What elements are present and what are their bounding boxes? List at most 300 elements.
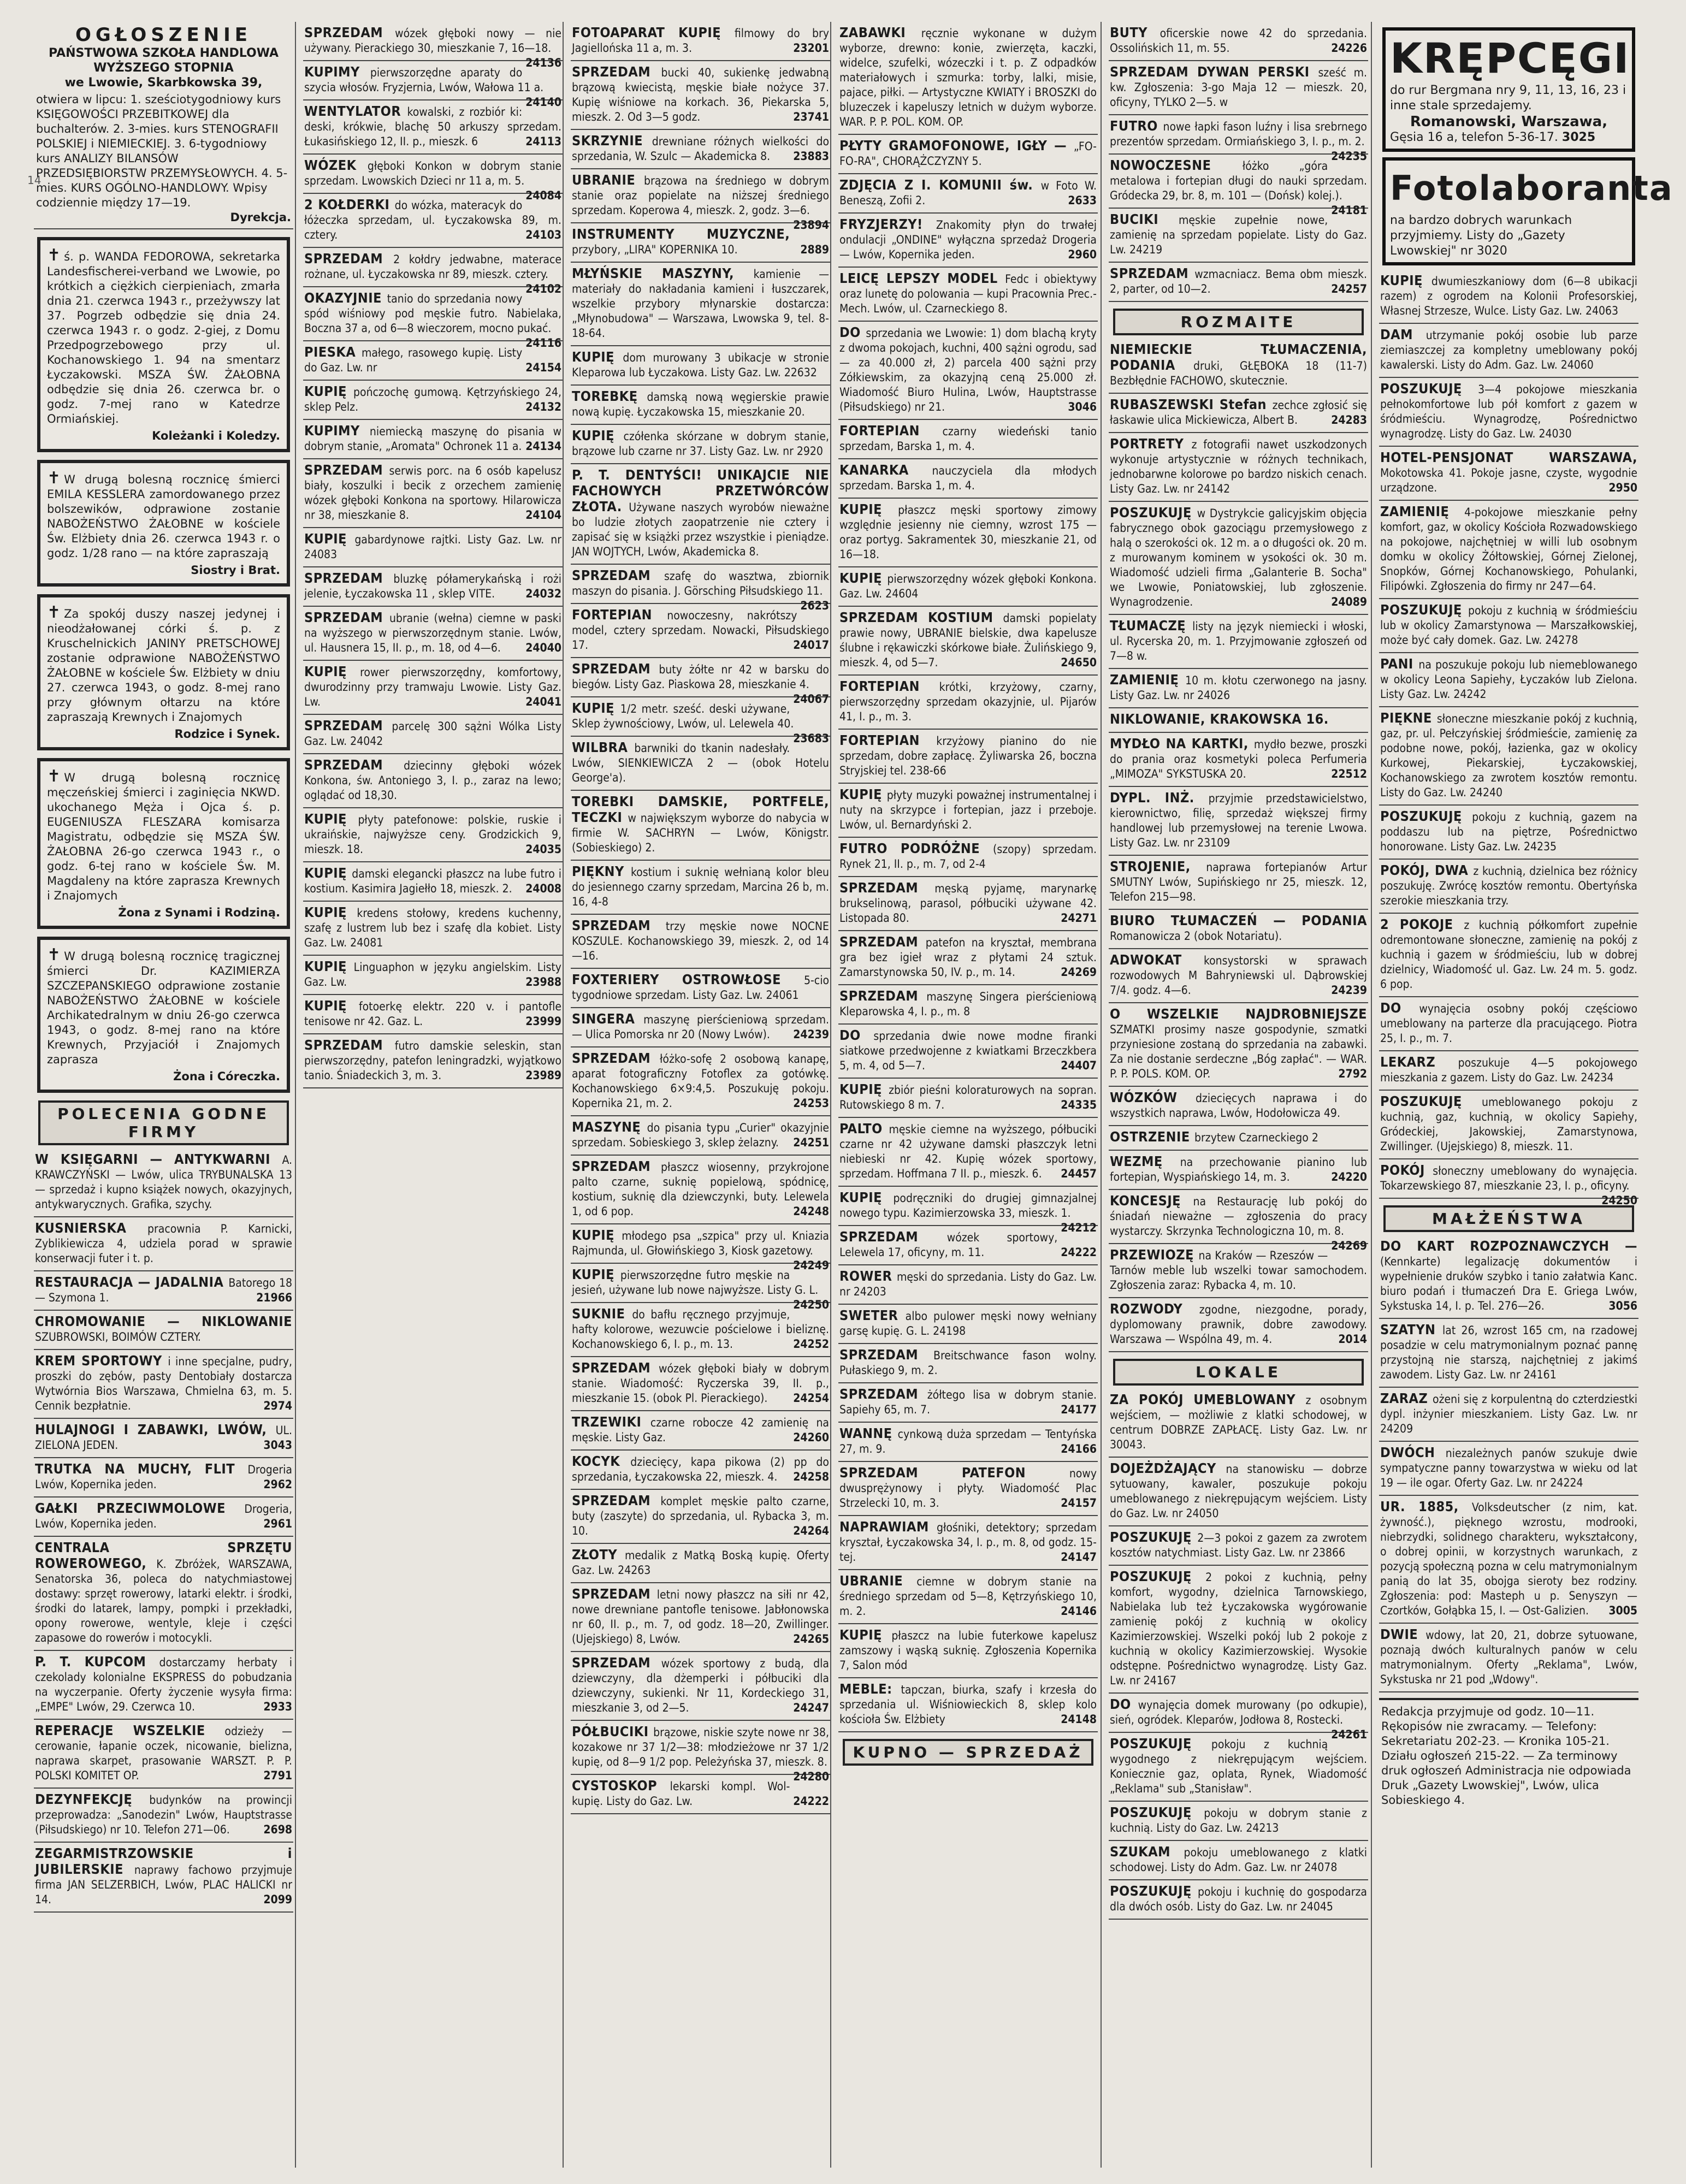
classified-ad [1379, 501, 1638, 599]
ad-number: 24103 [525, 228, 561, 241]
classified-ad [303, 661, 563, 715]
classified-ad [1109, 1087, 1368, 1126]
ad-text: czarny wiedeński tanio sprzedam, Barska 1, m. 4. [839, 425, 1097, 453]
ad-list [1109, 339, 1368, 1352]
classified-ad [838, 607, 1098, 676]
ad-keyword: PIESKA [304, 344, 362, 360]
ad-keyword: DO [839, 1027, 874, 1043]
ad-list [1379, 270, 1638, 1207]
ad-keyword: SPRZEDAM [304, 1037, 395, 1053]
classified-ad [571, 61, 830, 130]
ad-keyword: RESTAURACJA — JADALNIA [35, 1274, 229, 1290]
ad-text: pokoju z kuchnią wygodnego z niekrępującym wejściem. Koniecznie gaz, oplata, Rynek, Wiadomość „Reklama" sub „Stanisław". [1110, 1738, 1367, 1795]
ad-number: 24457 [1061, 1167, 1097, 1180]
ad-keyword: ZDJĘCIA Z I. KOMUNII św. [839, 177, 1041, 193]
ad-keyword: SPRZEDAM [572, 1586, 657, 1602]
classified-ad [1379, 1235, 1638, 1319]
ad-number: 24239 [793, 1028, 829, 1041]
ad-keyword: 2 KOŁDERKI [304, 197, 395, 212]
ad-number: 2933 [263, 1700, 292, 1713]
classified-ad [303, 607, 563, 661]
ad-text: szafę do wasztwa, zbiornik maszyn do pisania. J. Görsching Piłsudskiego 11. [572, 570, 830, 597]
classified-ad [1109, 339, 1368, 394]
ad-number: 23201 [793, 42, 829, 55]
ad-number: 24220 [1331, 1170, 1367, 1183]
ad-keyword: SPRZEDAM [839, 934, 926, 950]
ad-text: męski do sprzedania. Listy do Gaz. Lw. nr 24203 [839, 1270, 1097, 1298]
ad-keyword: LEICĘ LEPSZY MODEL [839, 270, 1005, 286]
classified-ad [34, 1458, 293, 1498]
classified-ad [571, 22, 830, 61]
ad-text: krótki, krzyżowy, czarny, pierwszorzędny sprzedam okazyjnie, ul. Pijarów 41, I. p., m. 3. [839, 680, 1097, 723]
obituary-signature: Żona z Synami i Rodziną. [118, 906, 280, 919]
ad-keyword: POSZUKUJĘ [1110, 1529, 1198, 1545]
cross-icon: ✝ [47, 767, 61, 786]
ad-text: słoneczne mieszkanie pokój z kuchnią, gaz, pr. ul. Pełczyńskiej śródmieście, zamienię za podobne nowe, pokój, łazienka, gaz w okolicy Kurkowej, Piekarskiej, Łyczakowskiej, Kochanowskiego za zwrotem kosztów remontu. Listy do Gaz. Lw. 24240 [1380, 712, 1637, 799]
ad-keyword: FORTEPIAN [839, 423, 943, 439]
krepcegi-number: 3025 [1561, 131, 1596, 144]
classified-ad [838, 567, 1098, 607]
ad-keyword: BUTY [1110, 25, 1160, 40]
ad-number: 24247 [793, 1701, 829, 1714]
ad-number: 23883 [793, 150, 829, 163]
ad-text: umeblowanego pokoju z kuchnią, gaz, kuchnią, w okolicy Sapiehy, Gródeckiej, Jakowskiej, Zamarstynowa, Zwillinger. (Ujejskiego) 8, mieszk. 11. [1380, 1096, 1637, 1153]
ad-list [1379, 1235, 1638, 1692]
ad-text: utrzymanie pokój osobie lub parze ziemiaszczej za kompletny umeblowany pokój kawalerski. Listy do Adm. Gaz. Lw. 24060 [1380, 329, 1637, 371]
classified-ad [571, 1047, 830, 1116]
ad-keyword: HOTEL-PENSJONAT WARSZAWA, [1380, 449, 1637, 465]
ad-text: K. Zbróżek, WARSZAWA, Senatorska 36, poleca do natychmiastowej dostawy: sprzęt rowerowy, latarki elektr. i środki, środki do latarek, lampy, pompki i przekładki, opony rowerowe, wentyle, kleje i części zapasowe do rowerów i motocykli. [35, 1558, 292, 1644]
ad-text: Drogeria Lwów, Kopernika jeden. [35, 1463, 292, 1491]
classified-ad [571, 1583, 830, 1652]
classified-ad [1379, 1496, 1638, 1624]
ad-text: Romanowicza 2 (obok Notariatu). [1110, 930, 1282, 943]
ad-text: 2—3 pokoi z gazem za zwrotem kosztów natychmiast. Listy Gaz. Lw. nr 23866 [1110, 1531, 1367, 1559]
ad-text: płaszcz na lubie futerkowe kapelusz zamszowy i wąską suknię. Zgłoszenia Kopernika 7, Salon mód [839, 1629, 1097, 1672]
ad-list [838, 22, 1098, 1732]
classified-ad [838, 135, 1098, 174]
classified-ad [1379, 1091, 1638, 1159]
ad-keyword: SPRZEDAM [839, 880, 935, 896]
footer-imprint: Redakcja przyjmuje od godz. 10—11. Rękopisów nie zwracamy. — Telefony: Sekretariatu 202-23. — Kronika 105-21. Działu ogłoszeń 215-22. — Za terminowy druk ogłoszeń Administracja nie odpowiada Druk „Gazety Lwowskiej", Lwów, ulica Sobieskiego 4. [1379, 1698, 1638, 1812]
obituary-box [37, 237, 290, 452]
ad-number: 24250 [793, 1298, 829, 1311]
ad-keyword: OSTRZENIE [1110, 1129, 1195, 1145]
classified-ad [34, 1149, 293, 1217]
classified-ad [571, 1652, 830, 1721]
ad-number: 24257 [1331, 282, 1367, 295]
ad-keyword: KUPIĘ [839, 1081, 889, 1097]
ad-keyword: DWIE [1380, 1626, 1426, 1642]
classified-ad [34, 1789, 293, 1843]
ad-text: letni nowy płaszcz na siłi nr 42, nowe drewniane pantofle tenisowe. Jabłonowska nr 60, II. p., m. 7, od godz. 18—20, Zwillinger. (Ujejskiego) 8, Lwów. [572, 1588, 829, 1646]
classified-ad [838, 214, 1098, 268]
notice [34, 24, 293, 229]
ad-number: 24032 [525, 587, 561, 600]
classified-ad [838, 676, 1098, 730]
ad-text: dziecinny głęboki wózek Konkona, św. Antoniego 3, I. p., zaraz na lewo; oglądać od 18,30. [304, 759, 561, 802]
ad-text: futro damskie seleskin, stan pierwszorzędny, patefon leningradzki, wyjątkowo tanio. Śniadeckich 3, m. 3. [304, 1039, 561, 1082]
column-3 [571, 22, 830, 2168]
ad-text: 2 kołdry jedwabne, materace rożnane, ul. Łyczakowska nr 89, mieszk. cztery. [304, 253, 561, 281]
ad-keyword: POSZUKUJĘ [1110, 505, 1197, 520]
ad-keyword: SUKNIE [572, 1306, 632, 1322]
ad-number: 24084 [525, 189, 561, 202]
ad-keyword: KUPIĘ [572, 700, 620, 716]
ad-list [1109, 22, 1368, 302]
classified-ad [571, 737, 830, 791]
ad-text: A. KRAWCZYŃSKI — Lwów, ulica TRYBUNALSKA 13 — sprzedaż i kupno książek nowych, okazyjnych, antykwarycznych. Grafika, szychy. [35, 1153, 292, 1211]
ad-keyword: ZEGARMISTRZOWSKIE i JUBILERSKIE [35, 1845, 292, 1877]
ad-list [571, 22, 830, 1814]
ad-keyword: KREM SPORTOWY [35, 1353, 168, 1369]
ad-text: trzy męskie nowe NOCNE KOSZULE. Kochanowskiego 39, mieszk. 2, od 14—16. [572, 920, 829, 962]
ad-text: barwniki do tkanin nadesłały. Lwów, SIENKIEWICZA 2 — (obok Hotelu George'a). [572, 742, 829, 784]
classified-ad [303, 420, 563, 459]
ad-text: damski popielaty prawie nowy, UBRANIE bielskie, dwa kapelusze ślubne i rękawiczki skórkowe białe. Żulińskiego 9, mieszk. 4, od 5—7. [839, 612, 1097, 669]
ad-text: łóżko „góra metalowa i fortepian długi do nauki sprzedam. Gródecka 29, br. 8, m. 101 — (Dońsk) kolej.). [1110, 159, 1367, 202]
classified-ad [838, 1624, 1098, 1678]
ad-keyword: ROWER [839, 1268, 897, 1284]
ad-keyword: SPRZEDAM [572, 1655, 661, 1671]
ad-keyword: UBRANIE [572, 172, 644, 188]
ad-keyword: TOREBKĘ [572, 388, 647, 404]
obituary-text: W drugą bolesną rocznicę męczeńskiej śmierci i zaginięcia NKWD. ukochanego Męża i Ojca ś. p. EUGENIUSZA FLESZARA komisarza Magistratu, odbędzie się MSZA ŚW. ŻAŁOBNA 26-go czerwca 1943 r., o godz. 6-tej rano w kościele Św. M. Magdaleny na które zaprasza Krewnych i Znajomych [47, 771, 280, 902]
ad-keyword: PORTRETY [1110, 436, 1192, 452]
ad-text: do bafłu ręcznego przyjmuje, hafty kolorowe, wezuwcie pościelowe i bieliznę. Kochanowskiego 6, I. p., m. 13. [572, 1308, 829, 1351]
ad-number: 23741 [793, 110, 829, 123]
ad-keyword: SPRZEDAM [1110, 265, 1195, 281]
ad-text: ubranie (wełna) ciemne w paski na wyższego w pierwszorzędnym stanie. Lwów, ul. Hausnera 15, II. p., m. 18, od 4—6. [304, 612, 561, 654]
classified-ad [1109, 1003, 1368, 1087]
ad-number: 24166 [1061, 1442, 1097, 1455]
ad-number: 24254 [793, 1392, 829, 1405]
ad-keyword: LEKARZ [1380, 1054, 1458, 1070]
classified-ad [1379, 270, 1638, 324]
ad-keyword: ZŁOTY [572, 1547, 625, 1562]
ad-keyword: KUPIĘ [839, 570, 888, 586]
ad-text: wózek głęboki biały w dobrym stanie. Wiadomość: Ryczerska 39, II. p., mieszkanie 15. (obok Pl. Pierackiego). [572, 1362, 829, 1405]
ad-keyword: DO [839, 324, 866, 340]
ad-text: na stanowisku — dobrze sytuowany, kawaler, poszukuje pokoju umeblowanego z niekrępującym wejściem. Listy do Gaz. Lw. nr 24050 [1110, 1463, 1368, 1520]
ad-keyword: FOXTERIERY OSTROWŁOSE [572, 972, 804, 987]
ad-keyword: ROZWODY [1110, 1301, 1199, 1317]
classified-ad [303, 381, 563, 420]
ad-text: sprzedania dwie nowe modne firanki siatkowe przedwojenne z kwiatkami Brzeczkbera 5, m. 4, od 5—7. [839, 1029, 1097, 1072]
classified-ad [838, 1118, 1098, 1187]
ad-number: 24222 [1061, 1246, 1097, 1259]
ad-keyword: KUPIĘ [839, 501, 898, 517]
ad-keyword: SINGERA [572, 1011, 644, 1027]
ad-number: 24089 [1331, 595, 1367, 608]
classified-ad [1109, 1733, 1368, 1802]
ad-text: niemiecką maszynę do pisania w dobrym stanie, „Aromata" Ochronek 11 a. [304, 425, 561, 453]
ad-text: drewniane różnych wielkości do sprzedania, W. Szulc — Akademicka 8. [572, 135, 829, 163]
classified-ad [838, 1383, 1098, 1423]
ad-keyword: SKRZYNIE [572, 133, 652, 149]
ad-number: 23989 [525, 1069, 561, 1082]
ad-text: Fedc i obiektywy oraz lunetę do polowania — kupi Pracownia Prec.-Mech. Lwów, ul. Czarneckiego 8. [839, 273, 1097, 315]
column-5 [1109, 22, 1368, 2168]
fotolaboranta-ad [1382, 157, 1673, 265]
classified-ad [1109, 1244, 1368, 1298]
obituary-signature: Rodzice i Synek. [174, 727, 280, 741]
ad-keyword: REPERACJE WSZELKIE [35, 1723, 225, 1738]
classified-ad [838, 1570, 1098, 1624]
ad-number: 24261 [1331, 1728, 1367, 1741]
ad-text: ciemne w dobrym stanie na średniego sprzedam od 5—8, Kętrzyńskiego 10, m. 2. [839, 1575, 1097, 1618]
ad-text: 5-cio tygodniowe sprzedam. Listy Gaz. Lw. 24061 [572, 974, 829, 1002]
classified-ad [838, 22, 1098, 135]
ad-keyword: KUPIĘ [304, 383, 354, 399]
ad-keyword: WILBRA [572, 739, 635, 755]
ad-text: z kuchnią półkomfort zupełnie odremontowane słoneczne, zamienię na pokój z kuchnią i gazem w śródmieściu, lub w dobrej dzielnicy, Wiadomość ul. Gaz. Lw. 24 m. 5. godz. 6 pop. [1380, 919, 1637, 991]
classified-ad [34, 1651, 293, 1720]
ad-keyword: CYSTOSKOP [572, 1778, 670, 1794]
ad-keyword: SPRZEDAM [572, 1158, 661, 1174]
ad-text: pracownia P. Karnicki, Zyblikiewicza 4, udziela porad w sprawie konserwacji futer i t. p. [35, 1222, 292, 1265]
ad-text: brzytew Czarneckiego 2 [1194, 1131, 1318, 1144]
ad-number: 24212 [1061, 1221, 1097, 1234]
ad-number: 2974 [263, 1399, 292, 1412]
ad-text: łóżko-sofę 2 osobową kanapę, aparat fotograficzny Fotoflex za gotówkę. Kochanowskiego 6×9:4,5. Poszukuję pokoju. Kopernika 21, m. 2. [572, 1052, 830, 1110]
ad-keyword: SPRZEDAM [304, 718, 392, 733]
classified-ad [838, 420, 1098, 459]
ad-keyword: SPRZEDAM [572, 918, 666, 933]
ad-text: brązowe, niskie szyte nowe nr 38, kozakowe nr 37 1/2—38: młodzieżowe nr 37 1/2 kupię, od 8—9 1/2 pop. Peleżyńska 37, mieszk. 8. [572, 1726, 830, 1768]
classified-ad [1109, 615, 1368, 669]
ad-keyword: NOWOCZESNE [1110, 157, 1243, 173]
classified-ad [571, 263, 830, 346]
ad-keyword: PALTO [839, 1121, 889, 1137]
ad-keyword: SPRZEDAM [304, 609, 389, 625]
ad-text: lekarski kompl. Wol- kupię. Listy do Gaz. Lw. [572, 1780, 790, 1808]
obituary-text: ś. p. WANDA FEDOROWA, sekretarka Landesfischerei-verband we Lwowie, po krótkich a ciężkich cierpieniach, zmarła dnia 21. czerwca 1943 r., przeżywszy lat 37. Pogrzeb odbędzie się dnia 24. czerwca 1943 r. o godz. 2-giej, z Domu Przedpogrzebowego przy ul. Kochanowskiego 1. 94 na smentarz Łyczakowski. MSZA ŚW. ŻAŁOBNA odbędzie się dnia 26. czerwca br. o godz. 7-mej rano w Katedrze Ormiańskiej. [47, 250, 280, 425]
ad-text: młodego psa „szpica" przy ul. Kniazia Rajmunda, ul. Głowińskiego 3, Kiosk gazetowy. [572, 1229, 829, 1257]
notice-signature: Dyrekcja. [230, 211, 291, 224]
ad-text: budynków na prowincji przeprowadza: „Sanodezin" Lwów, Hauptstrasse (Piłsudskiego) nr 10. Telefon 271—06. [35, 1794, 292, 1836]
ad-keyword: POSZUKUJĘ [1380, 808, 1472, 824]
ad-keyword: CENTRALA SPRZĘTU ROWEROWEGO, [35, 1540, 292, 1571]
classified-ad [1109, 949, 1368, 1003]
ad-keyword: DOJEŻDŻAJĄCY [1110, 1460, 1226, 1476]
ad-keyword: KUPIĘ [839, 1189, 894, 1205]
classified-ad [1109, 1526, 1368, 1566]
ad-text: dziecięcy, kapa pikowa (2) pp do sprzedania, Łyczakowska 22, mieszk. 4. [572, 1455, 829, 1483]
ad-keyword: DYPL. INŻ. [1110, 790, 1209, 806]
classified-ad [303, 100, 563, 155]
notice-title: OGŁOSZENIE [75, 24, 252, 46]
ad-number: 24132 [525, 400, 561, 413]
ad-keyword: POSZUKUJĘ [1110, 1883, 1198, 1899]
ad-keyword: SPRZEDAM [572, 661, 659, 677]
obituary-signature: Koleżanki i Koledzy. [152, 429, 280, 442]
classified-ad [1109, 669, 1368, 708]
ad-text: bucki 40, sukienkę jedwabną brązową kwiecistą, męskie białe nożyce 37. Kupię wiśniowe na korkach. 36, Piekarska 5, mieszk. 2. Od 3—5 godz. [572, 66, 829, 123]
classified-ad [838, 1344, 1098, 1383]
ad-text: głęboki Konkon w dobrym stanie sprzedam. Lwowskich Dzieci nr 11 a, m. 5. [304, 159, 561, 187]
ad-keyword: SWETER [839, 1307, 906, 1323]
ad-text: Batorego 18 — Szymona 1. [35, 1276, 292, 1304]
ad-list [303, 22, 563, 1088]
classified-ad [571, 1156, 830, 1224]
ad-keyword: P. T. DENTYŚCI! UNIKAJCIE NIE FACHOWYCH PRZETWÓRCÓW ZŁOTA. [572, 467, 829, 514]
ad-keyword: OKAZYJNIE [304, 290, 387, 306]
classified-ad [1109, 787, 1368, 856]
ad-keyword: KANARKA [839, 462, 932, 478]
classified-ad [34, 1720, 293, 1789]
krepcegi-firm: Romanowski, Warszawa, [1410, 114, 1608, 130]
ad-keyword: SPRZEDAM [304, 251, 394, 267]
ad-keyword: KUPIĘ [572, 1227, 622, 1243]
obituary-box [37, 460, 290, 587]
ad-number: 22512 [1331, 767, 1367, 780]
classified-ad [838, 1462, 1098, 1516]
ad-keyword: MASZYNĘ [572, 1119, 647, 1135]
classified-ad [571, 1490, 830, 1544]
ad-text: druki, GŁĘBOKA 18 (11-7) Bezbłędnie FACHOWO, skutecznie. [1110, 359, 1367, 387]
ad-number: 2633 [1068, 194, 1097, 207]
ad-text: w Dystrykcie galicyjskim objęcia fabrycznego obok gazociągu przemysłowego z halą o szerokości ok. 12 m. a o długości ok. 20 m. z murowanym kominem w ysokości ok. 30 m. Wiadomość udzieli firma „Galanterie B. Socha" we Lwowie, Poniatowskiej, lub zgłoszenie. Wynagrodzenie. [1110, 507, 1367, 608]
ad-text: albo pulower męski nowy wełniany garsę kupię. G. L. 24198 [839, 1310, 1097, 1337]
classified-ad [303, 341, 563, 381]
ad-keyword: STROJENIE, [1110, 859, 1206, 874]
fotolaboranta-headline: Fotolaboranta [1390, 168, 1673, 208]
ad-text: do wózka, materacyk do łóżeczka sprzedam, ul. Łyczakowska 89, m. cztery. [304, 199, 561, 241]
page-stamp: 14 [27, 174, 42, 187]
ad-keyword: SPRZEDAM [304, 462, 389, 478]
classified-ad [303, 287, 563, 350]
ad-number: 24250 [1601, 1194, 1637, 1207]
ad-text: płyty patefonowe: polskie, ruskie i ukraińskie, najwyższe ceny. Grodzickich 9, mieszk. 18. [304, 813, 562, 856]
obituary-box [37, 758, 290, 929]
ad-text: kostium i suknię wełnianą kolor bleu do jesiennego czarny sprzedam, Marcina 26 b, m. 16, 4-8 [572, 866, 829, 908]
ad-keyword: SPRZEDAM [572, 1493, 661, 1508]
classified-ad [571, 1721, 830, 1783]
ad-keyword: O WSZELKIE NAJDROBNIEJSZE [1110, 1006, 1367, 1022]
classified-ad [303, 528, 563, 567]
classified-ad [571, 130, 830, 169]
classified-ad [34, 1419, 293, 1458]
ad-text: głośniki, detektory; sprzedam kryształ, Łyczakowska 34, I. p., m. 8, od godz. 15-tej. [839, 1521, 1097, 1564]
ad-keyword: ZA POKÓJ UMEBLOWANY [1110, 1392, 1306, 1407]
ad-text: dom murowany 3 ubikacje w stronie Kleparowa lub Łyczakowa. Listy Gaz. Lw. 22632 [572, 351, 829, 379]
ad-keyword: KUPIĘ [304, 664, 360, 679]
classified-ad [1379, 1319, 1638, 1388]
classified-ad [34, 1271, 293, 1311]
classified-ad [1379, 1051, 1638, 1091]
ad-text: pierwszorzędny wózek głęboki Konkona. Gaz. Lw. 24604 [839, 572, 1097, 600]
ad-text: maszynę pierścieniową sprzedam. — Ulica Pomorska nr 20 (Nowy Lwów). [572, 1013, 829, 1041]
ad-keyword: WÓZKÓW [1110, 1090, 1196, 1105]
ad-number: 2099 [263, 1893, 292, 1906]
ad-keyword: KOCYK [572, 1453, 631, 1469]
krepcegi-address-text: Gęsia 16 a, telefon 5-36-17. [1390, 131, 1558, 144]
classified-ad [1379, 1159, 1638, 1207]
classified-ad [838, 730, 1098, 784]
classified-ad [571, 861, 830, 915]
classified-ad [1109, 263, 1368, 302]
classified-ad [1379, 447, 1638, 501]
classified-ad [571, 604, 830, 658]
ad-text: przybory, „LIRA" KOPERNIKA 10. [572, 243, 738, 256]
ad-number: 24280 [793, 1770, 829, 1783]
ad-text: kowalski, z rozbiór ki: deski, krókwie, blachę 50 arkuszy sprzedam. Łukasińskiego 12, II. p., mieszk. 6 [304, 105, 561, 148]
ad-keyword: W KSIĘGARNI — ANTYKWARNI [35, 1151, 282, 1167]
column-rule [1101, 22, 1102, 2168]
ad-keyword: POKÓJ, DWA [1380, 862, 1474, 878]
obituary-box [37, 594, 290, 750]
cross-icon: ✝ [47, 469, 61, 488]
ad-text: dziecięcych naprawa i do wszystkich naprawa, Lwów, Hodołowicza 49. [1110, 1092, 1368, 1120]
ad-number: 23683 [793, 732, 829, 745]
ad-keyword: POSZUKUJĘ [1380, 381, 1478, 396]
ad-text: patefon na kryształ, membrana gra bez igieł wraz z płytami 24 sztuk. Zamarstynowska 50, IV. p., m. 14. [839, 936, 1097, 979]
ad-number: 24140 [525, 96, 561, 109]
ad-text: ręcznie wykonane w dużym wyborze, drewno: konie, zwierzęta, kaczki, widelce, szufelki, wózeczki i t. p. Z odpadków materiałowych i szmurka: torby, lalki, misie, pajace, piłki. — Artystyczne KWIATY i BROSZKI do bluzeczek i kapeluszy letnich w dużym wyborze. WAR. P. P. POL. KOM. OP. [839, 27, 1097, 128]
ad-text: zgodne, niezgodne, porady, dyplomowany prawnik, dobre zawodowy. Warszawa — Wspólna 49, m. 4. [1110, 1303, 1367, 1346]
ad-text: w Foto W. Beneszą, Zofii 2. [839, 179, 1097, 207]
ad-text: nowy dwusprężynowy i płyty. Wiadomość Plac Strzelecki 10, m. 3. [839, 1467, 1097, 1510]
classified-ad [1109, 910, 1368, 949]
classified-ad [838, 1187, 1098, 1234]
ad-number: 23999 [525, 1015, 561, 1028]
ad-text: wózek sportowy z budą, dla dziewczyny, dla dżemperki i półbuciki dla dziewczyny, sukienki. Nr 11, Kordeckiego 31, mieszkanie 3, od 2—5. [572, 1657, 829, 1714]
ad-keyword: DO KART ROZPOZNAWCZYCH — [1380, 1238, 1637, 1254]
ad-number: 24271 [1061, 912, 1097, 925]
ad-text: kredens stołowy, kredens kuchenny, szafę z lustrem lub bez i szafę dla kobiet. Listy Gaz. Lw. 24081 [304, 907, 561, 949]
classified-ad [838, 1305, 1098, 1344]
classified-ad [1379, 324, 1638, 378]
ad-text: pierwszorzędne aparaty do szycia włosów. Fryzjernia, Lwów, Wałowa 11 a. [304, 66, 544, 94]
classified-ad [303, 715, 563, 754]
classified-ad [1109, 1841, 1368, 1880]
ad-keyword: FUTRO [1110, 118, 1163, 134]
ad-keyword: GAŁKI PRZECIWMOLOWE [35, 1500, 245, 1516]
classified-ad [1109, 1694, 1368, 1741]
ad-keyword: P. T. KUPCOM [35, 1654, 159, 1670]
ad-keyword: ZAMIENIĘ [1110, 672, 1186, 688]
obituary-signature: Żona i Córeczka. [173, 1070, 280, 1083]
classified-ad [571, 464, 830, 565]
classified-ad [1379, 599, 1638, 653]
classified-ad [1109, 209, 1368, 263]
classified-ad [571, 1008, 830, 1047]
ad-text: maszynę Singera pierścieniową Kleparowska 4, I. p., m. 8 [839, 990, 1097, 1018]
ad-number: 24283 [1331, 413, 1367, 427]
ad-number: 24146 [1061, 1605, 1097, 1618]
column-rule [295, 22, 296, 2168]
ad-number: 3056 [1608, 1299, 1637, 1312]
ad-keyword: TRZEWIKI [572, 1414, 650, 1430]
classified-ad [303, 22, 563, 69]
ad-text: 1/2 metr. sześć. deski używane, Sklep żywnościowy, Lwów, ul. Lelewela 40. [572, 702, 794, 730]
section-header-kupno: KUPNO — SPRZEDAŻ [843, 1739, 1093, 1766]
ad-text: rower pierwszorzędny, komfortowy, dwurodzinny przy tramwaju Lwowie. Listy Gaz. Lw. [304, 666, 561, 708]
classified-ad [1109, 708, 1368, 733]
classified-ad [571, 386, 830, 425]
ad-text: naprawa fortepianów Artur SMUTNY Lwów, Supińskiego nr 25, mieszk. 12, Telefon 215—98. [1110, 861, 1368, 903]
ad-text: do pisania typu „Curier" okazyjnie sprzedam. Sobieskiego 3, sklep żelazny. [572, 1121, 829, 1149]
ad-keyword: 2 POKOJE [1380, 916, 1464, 932]
ad-keyword: FOTOAPARAT KUPIĘ [572, 25, 735, 40]
ad-text: pokoju w dobrym stanie z kuchnią. Listy do Gaz. Lw. 24213 [1110, 1807, 1367, 1834]
ad-text: krzyżowy pianino do nie sprzedam, dobre zapłacę. Żyliwarska 26, boczna Stryjskiej tel. 238-66 [839, 735, 1097, 777]
ad-number: 24147 [1061, 1550, 1097, 1564]
ad-text: SZMATKI prosimy nasze gospodynie, szmatki przyniesione zostaną do sprzedania na zabawki. Za nie dostanie serdeczne „Bóg zapłać". — WAR. P. P. POLS. KOM. OP. [1110, 1023, 1367, 1080]
ad-text: nauczyciela dla młodych sprzedam. Barska 1, m. 4. [839, 464, 1097, 492]
classified-ad [1109, 1151, 1368, 1190]
